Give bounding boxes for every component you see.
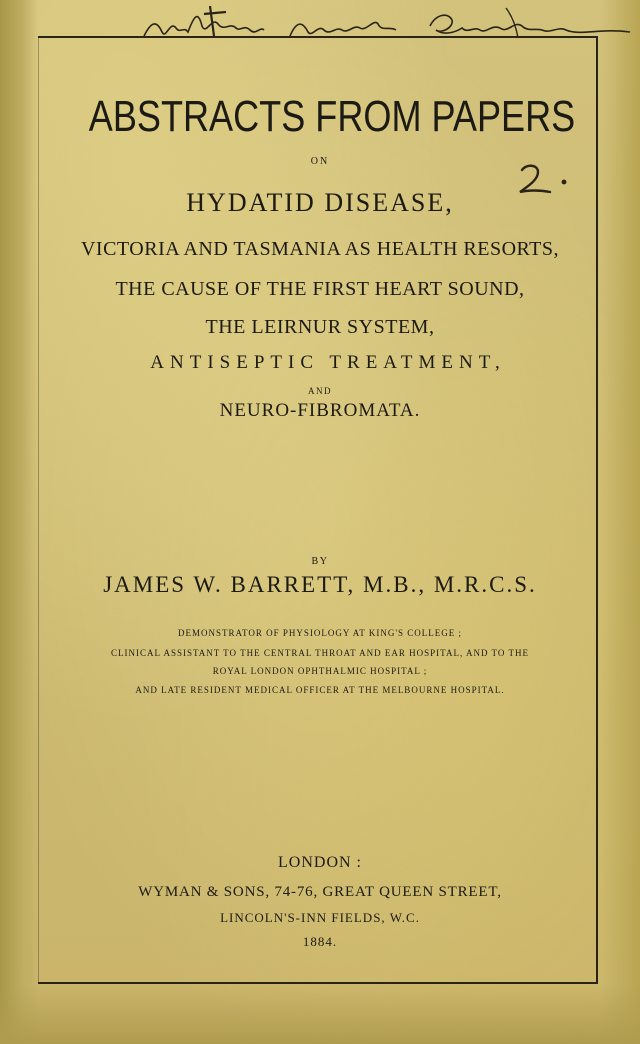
publisher-name: WYMAN & SONS, 74-76, GREAT QUEEN STREET, bbox=[138, 884, 502, 900]
by-connector: BY bbox=[311, 556, 329, 567]
topic-victoria-tasmania: VICTORIA AND TASMANIA AS HEALTH RESORTS, bbox=[80, 238, 559, 260]
page-bottom-shadow bbox=[0, 984, 640, 1044]
document-title: ABSTRACTS FROM PAPERS bbox=[88, 92, 576, 141]
topic-leirnur-system: THE LEIRNUR SYSTEM, bbox=[205, 316, 435, 338]
on-connector: ON bbox=[310, 156, 330, 167]
frame-left-rule bbox=[38, 36, 39, 984]
topic-hydatid-disease: HYDATID DISEASE, bbox=[186, 188, 454, 217]
frame-right-rule bbox=[596, 36, 598, 984]
and-connector: AND bbox=[308, 386, 332, 396]
topic-antiseptic-treatment: ANTISEPTIC TREATMENT, bbox=[150, 352, 506, 373]
publication-year: 1884. bbox=[302, 934, 338, 949]
publisher-city: LONDON : bbox=[278, 854, 362, 871]
author-credential: AND LATE RESIDENT MEDICAL OFFICER AT THE MELBOURNE HOSPITAL. bbox=[135, 685, 505, 695]
author-credential: ROYAL LONDON OPHTHALMIC HOSPITAL ; bbox=[212, 666, 428, 676]
author-credential: DEMONSTRATOR OF PHYSIOLOGY AT KING'S COLLEGE ; bbox=[178, 628, 462, 638]
topic-neuro-fibromata: NEURO-FIBROMATA. bbox=[219, 400, 421, 421]
handwritten-signature bbox=[140, 6, 640, 42]
topic-first-heart-sound: THE CAUSE OF THE FIRST HEART SOUND, bbox=[115, 278, 525, 300]
publisher-address: LINCOLN'S-INN FIELDS, W.C. bbox=[220, 910, 420, 925]
author-name: JAMES W. BARRETT, M.B., M.R.C.S. bbox=[103, 572, 537, 597]
frame-bottom-rule bbox=[38, 982, 598, 984]
author-credential: CLINICAL ASSISTANT TO THE CENTRAL THROAT AND EAR HOSPITAL, AND TO THE bbox=[111, 648, 529, 658]
